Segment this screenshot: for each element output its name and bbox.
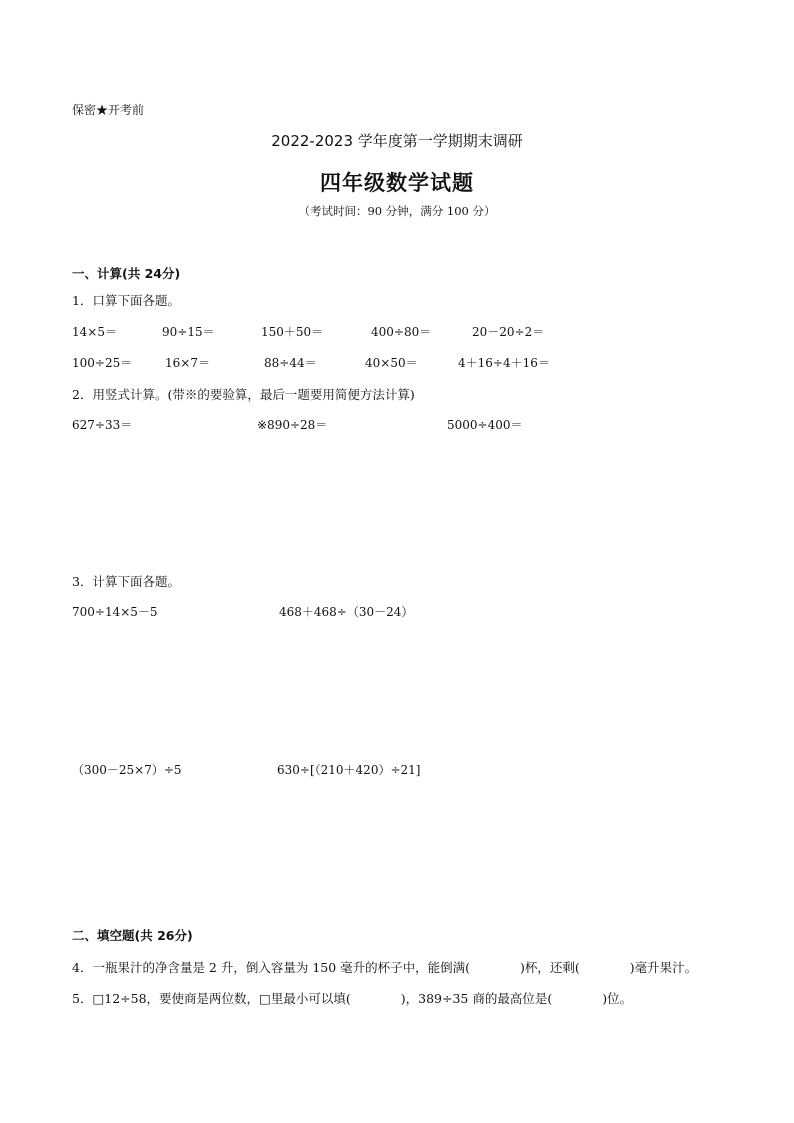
confidential-label: 保密★开考前	[72, 103, 145, 117]
q3-prompt: 3．计算下面各题。	[72, 574, 180, 589]
q1-item: 20－20÷2＝	[472, 325, 545, 339]
q1-item: 100÷25＝	[72, 356, 133, 370]
q5-text: 5．□12÷58，要使商是两位数，□里最小可以填( )，389÷35 商的最高位是( )位。	[72, 991, 633, 1006]
q1-item: 14×5＝	[72, 325, 117, 339]
q3-item: 630÷[（210＋420）÷21]	[277, 763, 421, 777]
q1-item: 90÷15＝	[162, 325, 215, 339]
section2-heading: 二、填空题(共 26分)	[72, 928, 193, 943]
q2-item: ※890÷28＝	[257, 418, 328, 432]
q2-item: 5000÷400＝	[447, 418, 523, 432]
q2-prompt: 2．用竖式计算。(带※的要验算，最后一题要用简便方法计算)	[72, 387, 415, 402]
exam-title: 2022-2023 学年度第一学期期末调研	[271, 132, 523, 150]
section1-heading: 一、计算(共 24分)	[72, 266, 181, 281]
q1-item: 400÷80＝	[371, 325, 432, 339]
q4-text: 4．一瓶果汁的净含量是 2 升，倒入容量为 150 毫升的杯子中，能倒满( )杯，还剩( )毫升果汁。	[72, 960, 698, 975]
q3-item: 700÷14×5－5	[72, 605, 158, 619]
exam-subtitle: 四年级数学试题	[320, 171, 474, 195]
q3-item: 468＋468÷（30－24）	[279, 605, 414, 619]
exam-info: （考试时间：90 分钟，满分 100 分）	[298, 204, 496, 218]
q2-item: 627÷33＝	[72, 418, 133, 432]
q1-item: 4＋16÷4＋16＝	[458, 356, 550, 370]
q1-item: 88÷44＝	[264, 356, 317, 370]
q1-item: 16×7＝	[165, 356, 210, 370]
q1-prompt: 1．口算下面各题。	[72, 293, 180, 308]
q1-item: 40×50＝	[365, 356, 418, 370]
q3-item: （300－25×7）÷5	[72, 763, 182, 777]
q1-item: 150＋50＝	[261, 325, 324, 339]
